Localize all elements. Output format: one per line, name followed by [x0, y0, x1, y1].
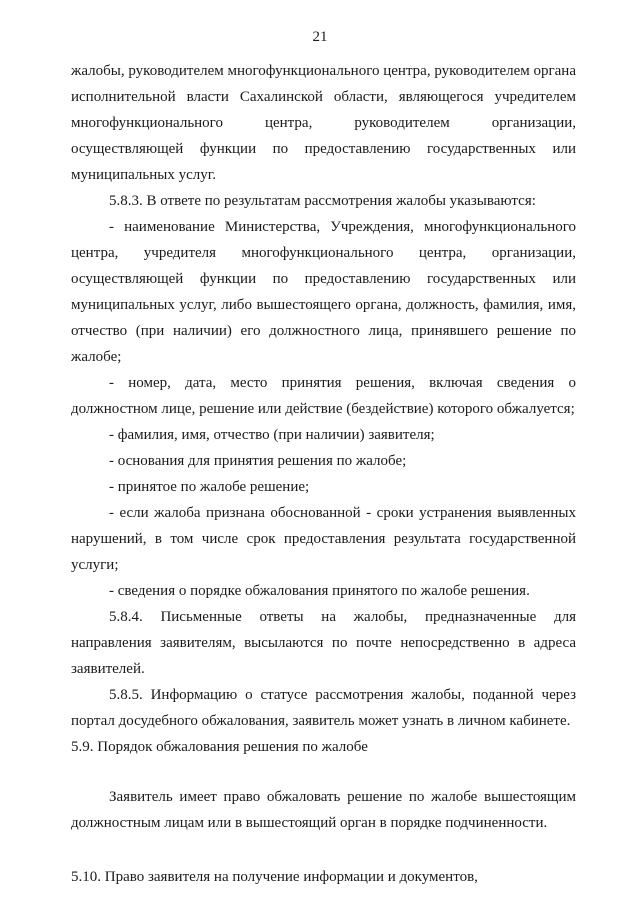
- page-number: 21: [312, 29, 328, 45]
- document-body: [71, 58, 576, 890]
- paragraph-5-9-body: Заявитель имеет право обжаловать решение по жалобе вышестоящим должностным лицам или в вышестоящий орган в порядке подчиненности.: [71, 789, 576, 831]
- paragraph-5-8-4: 5.8.4. Письменные ответы на жалобы, предназначенные для направления заявителям, высылаются по почте непосредственно в адреса заявителей.: [71, 609, 576, 677]
- list-item-number-date: - номер, дата, место принятия решения, включая сведения о должностном лице, решение или действие (бездействие) которого обжалуется;: [71, 375, 576, 417]
- list-item-name: - наименование Министерства, Учреждения, многофункционального центра, учредителя многофункционального центра, организации, осуществляющей функции по предоставлению государственных или муниципальных услуг, либо вышестоящего органа, должность, фамилия, имя, отчество (при наличии) его должностного лица, принявшего решение по жалобе;: [71, 219, 576, 365]
- section-heading-5-10: 5.10. Право заявителя на получение информации и документов,: [71, 869, 478, 885]
- spacer: [71, 760, 576, 784]
- list-item-grounds: - основания для принятия решения по жалобе;: [109, 453, 407, 469]
- list-item-appeal-procedure: - сведения о порядке обжалования принятого по жалобе решения.: [109, 583, 530, 599]
- paragraph-5-8-5: 5.8.5. Информацию о статусе рассмотрения жалобы, поданной через портал досудебного обжалования, заявитель может узнать в личном кабинете.: [71, 687, 576, 729]
- list-item-decision: - принятое по жалобе решение;: [109, 479, 310, 495]
- list-item-applicant-name: - фамилия, имя, отчество (при наличии) заявителя;: [109, 427, 435, 443]
- paragraph-5-8-3: 5.8.3. В ответе по результатам рассмотрения жалобы указываются:: [109, 193, 536, 209]
- spacer: [71, 836, 576, 864]
- list-item-deadlines: - если жалоба признана обоснованной - сроки устранения выявленных нарушений, в том числе срок предоставления результата государственной услуги;: [71, 505, 576, 573]
- section-heading-5-9: 5.9. Порядок обжалования решения по жалобе: [71, 739, 368, 755]
- paragraph-continuation: жалобы, руководителем многофункционального центра, руководителем органа исполнительной власти Сахалинской области, являющегося учредителем многофункционального центра, руководителем организации, осуществляющей функции по предоставлению государственных или муниципальных услуг.: [71, 63, 576, 183]
